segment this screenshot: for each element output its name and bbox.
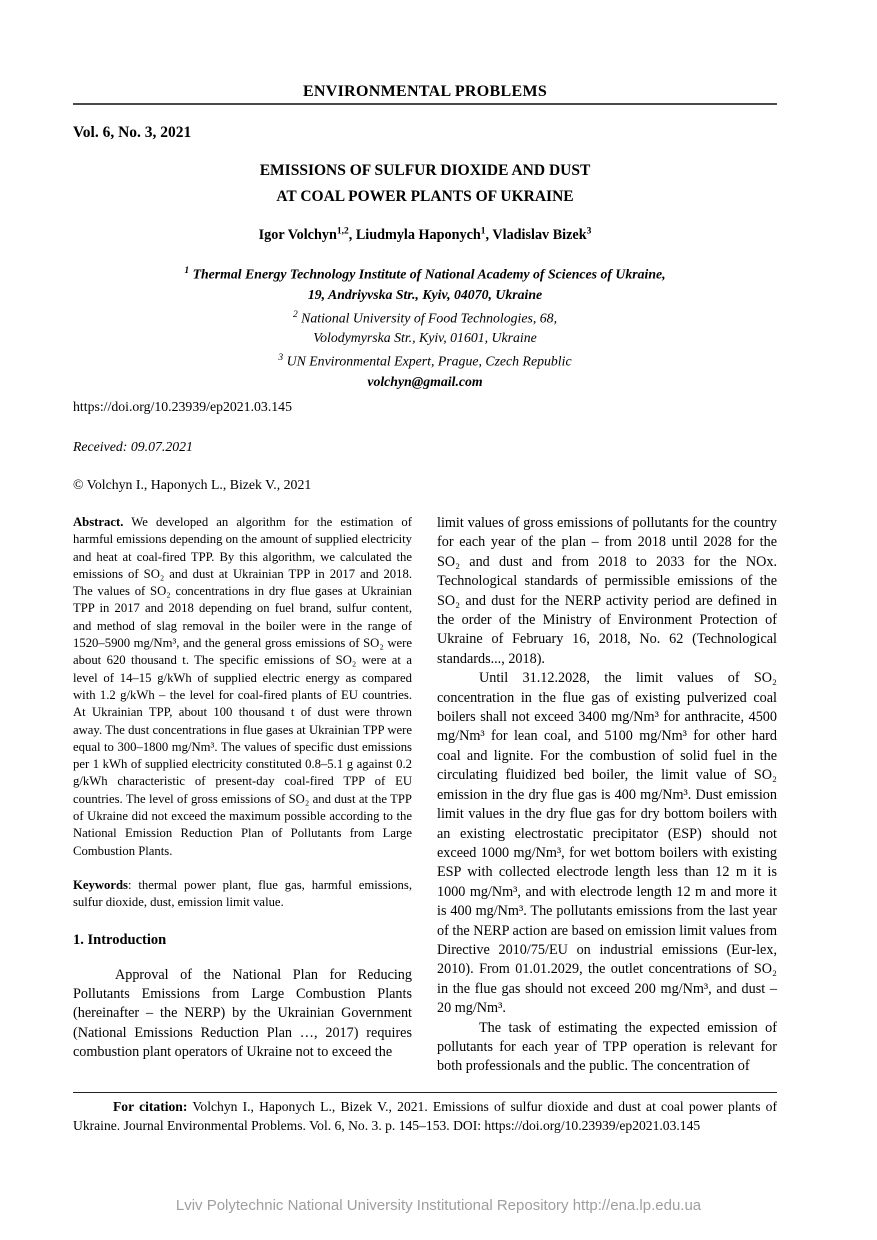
authors-line bbox=[73, 226, 777, 244]
section-heading-introduction: 1. Introduction bbox=[73, 931, 167, 948]
author-2-affiliation-sup: 1 bbox=[480, 226, 486, 236]
article-title-line1: EMISSIONS OF SULFUR DIOXIDE AND DUST bbox=[259, 162, 591, 179]
affiliation-line-5 bbox=[73, 348, 777, 372]
author-email[interactable]: volchyn@gmail.com bbox=[367, 373, 483, 389]
author-name-1-text: Igor Volchyn bbox=[258, 226, 337, 243]
header-divider bbox=[73, 103, 777, 105]
right-column bbox=[437, 514, 777, 1077]
author-1-affiliation-sup: 1,2 bbox=[336, 226, 349, 236]
author-name-3-text: , Vladislav Bizek bbox=[485, 226, 587, 243]
affiliations-block bbox=[73, 261, 777, 392]
volume-line: Vol. 6, No. 3, 2021 bbox=[73, 124, 192, 141]
affiliation-3-text: National University of Food Technologies, 68, bbox=[297, 310, 558, 326]
abstract-paragraph bbox=[73, 514, 412, 860]
affiliation-1-text: Thermal Energy Technology Institute of National Academy of Sciences of Ukraine, bbox=[189, 266, 666, 282]
affiliation-line-2 bbox=[73, 285, 777, 305]
author-3-affiliation-sup: 3 bbox=[586, 226, 592, 236]
keywords-text: : thermal power plant, flue gas, harmful emissions, sulfur dioxide, dust, emission limit value. bbox=[73, 877, 412, 910]
affiliation-4-text: Volodymyrska Str., Kyiv, 01601, Ukraine bbox=[313, 330, 537, 346]
body-paragraph-3: The task of estimating the expected emission of pollutants for each year of TPP operation is relevant for both professionals and the public. The concentration of bbox=[437, 1019, 777, 1075]
affiliation-line-4 bbox=[73, 328, 777, 348]
article-title bbox=[73, 158, 777, 210]
body-paragraph-1: limit values of gross emissions of pollutants for the country for each year of the plan – from 2018 until 2028 for the SO₂ and dust and from 2018 to 2033 for the NOx. Technological standards of permissible emissions of the SO₂ and dust for the NERP activity period are defined in the order of the Ministry of Environment Protection of Ukraine of February 16, 2018, No. 62 (Technological standards..., 2018). bbox=[437, 515, 777, 667]
abstract-label: Abstract. bbox=[73, 515, 124, 529]
doi-link[interactable]: https://doi.org/10.23939/ep2021.03.145 bbox=[73, 399, 292, 414]
left-column bbox=[73, 514, 412, 1063]
received-date-line: Received: 09.07.2021 bbox=[73, 439, 193, 454]
affiliation-2-text: 19, Andriyvska Str., Kyiv, 04070, Ukraine bbox=[307, 286, 543, 302]
keywords-label: Keywords bbox=[73, 877, 128, 892]
introduction-paragraph: Approval of the National Plan for Reducing Pollutants Emissions from Large Combustion Plants (hereinafter – the NERP) by the Ukrainian Government (National Emissions Reduction Plan …, 2017) requires combustion plant operators of Ukraine not to exceed the bbox=[73, 966, 412, 1061]
citation-divider bbox=[73, 1092, 777, 1093]
copyright-line: © Volchyn I., Haponych L., Bizek V., 2021 bbox=[73, 477, 312, 492]
affiliation-line-1 bbox=[73, 261, 777, 285]
author-name-3 bbox=[486, 227, 592, 243]
author-name-2 bbox=[349, 227, 486, 243]
citation-block bbox=[73, 1098, 777, 1135]
keywords-paragraph bbox=[73, 877, 412, 912]
affiliation-3-sup: 2 bbox=[292, 309, 298, 320]
author-name-2-text: , Liudmyla Haponych bbox=[348, 226, 481, 243]
citation-label: For citation: bbox=[113, 1099, 188, 1114]
journal-header: ENVIRONMENTAL PROBLEMS bbox=[302, 83, 548, 100]
body-paragraph-2: Until 31.12.2028, the limit values of SO₂ concentration in the flue gas of existing pulverized coal boilers shall not exceed 3400 mg/Nm³ for anthracite, 4500 mg/Nm³ for lean coal, and 5100 mg/Nm³ for other hard coal and lignite. For the combustion of solid fuel in the circulating fluidized bed boiler, the limit value of SO₂ emission in the dry flue gas is 400 mg/Nm³. Dust emission limit values in the dry flue gas for dry bottom boilers with an existing electrostatic precipitator (ESP) should not exceed 1000 mg/Nm³, for wet bottom boilers with existing ESP with collected electrode length less than 12 m it is 1000 mg/Nm³, and with electrode length 12 m and more it is 400 mg/Nm³. The pollutants emissions from the last year of the NERP action are based on emission limit values from Directive 2010/75/EU on industrial emissions (Eur-lex, 2010). From 01.01.2029, the outlet concentrations of SO₂ in the flue gas should not exceed 200 mg/Nm³, and dust – 20 mg/Nm³. bbox=[437, 670, 777, 1017]
repository-footer: Lviv Polytechnic National University Institutional Repository http://ena.lp.edu.ua bbox=[175, 1197, 702, 1214]
affiliation-5-sup: 3 bbox=[278, 353, 284, 364]
article-title-line2: AT COAL POWER PLANTS OF UKRAINE bbox=[276, 188, 574, 205]
abstract-text: We developed an algorithm for the estimation of harmful emissions depending on the amount of supplied electricity and heat at coal-fired TPP. By this algorithm, we calculated the emissions of SO₂ and dust at Ukrainian TPP in 2017 and 2018. The values of SO₂ concentrations in dry flue gases at Ukrainian TPP in 2017 and 2018 depending on fuel brand, sulfur content, and method of slag removal in the boiler were in the range of 1520–5900 mg/Nm³, and the general gross emissions of SO₂ were about 620 thousand t. The specific emissions of SO₂ were at a level of 14–15 g/kWh of supplied electric energy as compared with 1.2 g/kWh – the level for coal-fired plants of EU countries. At Ukrainian TPP, about 100 thousand t of dust were thrown away. The dust concentrations in flue gases at Ukrainian TPP were equal to 300–1800 mg/Nm³. The values of specific dust emissions per 1 kWh of supplied electricity constituted 0.8–5.1 g against 0.2 g/kWh characteristic of present-day coal-fired TPP of EU countries. The level of gross emissions of SO₂ and dust at the TPP of Ukraine did not exceed the maximum possible according to the National Emission Reduction Plan of Pollutants from Large Combustion Plants. bbox=[73, 515, 412, 858]
author-name-1 bbox=[259, 227, 349, 243]
citation-text: Volchyn I., Haponych L., Bizek V., 2021. Emissions of sulfur dioxide and dust at coal power plants of Ukraine. Journal Environmental Problems. Vol. 6, No. 3. p. 145–153. DOI: https://doi.org/10.23939/ep2021.03.145 bbox=[73, 1099, 778, 1133]
affiliation-line-3 bbox=[73, 305, 777, 329]
affiliation-1-sup: 1 bbox=[184, 266, 190, 276]
affiliation-5-text: UN Environmental Expert, Prague, Czech Republic bbox=[283, 353, 572, 369]
